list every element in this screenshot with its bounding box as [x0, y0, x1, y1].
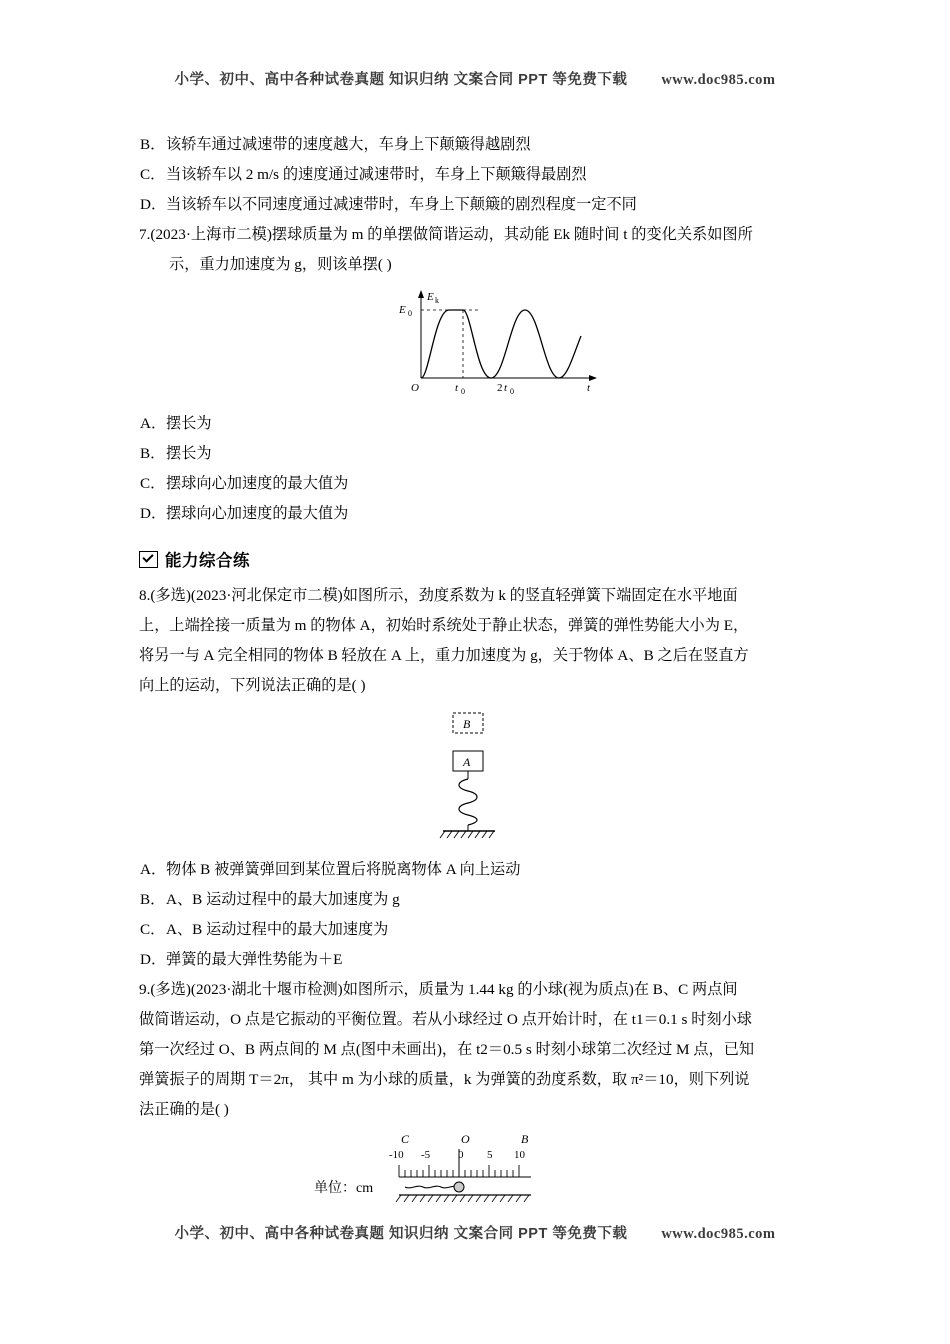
- option-text: 摆长为: [166, 415, 212, 432]
- option-label: C．: [140, 166, 166, 183]
- figure-ek-t-graph: [139, 286, 815, 401]
- option-text: 该轿车通过减速带的速度越大，车身上下颠簸得越剧烈: [166, 136, 531, 153]
- question-8-option-b: [139, 885, 815, 915]
- ek-t-graph-svg: [391, 286, 631, 398]
- figure-spring-block: [139, 709, 815, 849]
- question-9-line-5: 法正确的是( ): [139, 1101, 229, 1118]
- watermark-url: www.doc985.com: [661, 72, 776, 88]
- option-c-top: [139, 160, 815, 190]
- svg-text:5: 5: [487, 1149, 493, 1161]
- watermark-top: [0, 68, 950, 89]
- option-label: A．: [140, 861, 167, 878]
- question-9-line-2: 做简谐运动，O 点是它振动的平衡位置。若从小球经过 O 点开始计时，在 t1＝0.1 s 时刻小球: [139, 1011, 752, 1028]
- ruler-scale-svg: [339, 1131, 619, 1217]
- svg-text:t: t: [504, 382, 508, 394]
- svg-text:B: B: [521, 1132, 529, 1146]
- question-8-line-1: 8.(多选)(2023·河北保定市二模)如图所示，劲度系数为 k 的竖直轻弹簧下端固定在水平地面: [139, 587, 738, 604]
- option-d-top: [139, 190, 815, 220]
- figure-spring-canvas: [409, 709, 539, 845]
- svg-text:B: B: [463, 717, 471, 731]
- svg-text:0: 0: [461, 387, 465, 396]
- question-9-line-4: 弹簧振子的周期 T＝2π， 其中 m 为小球的质量，k 为弹簧的劲度系数，取 π²＝10，则下列说: [139, 1071, 750, 1088]
- svg-text:O: O: [461, 1132, 470, 1146]
- option-text: A、B 运动过程中的最大加速度为: [166, 921, 389, 938]
- option-label: B．: [140, 445, 166, 462]
- svg-text:t: t: [455, 382, 459, 394]
- svg-text:-5: -5: [421, 1149, 431, 1161]
- svg-text:E: E: [427, 291, 434, 303]
- ruler-unit-label: 单位：cm: [314, 1181, 374, 1196]
- check-box-icon: [139, 551, 158, 568]
- figure-ek-t-canvas: [391, 286, 631, 398]
- watermark-text: 小学、初中、高中各种试卷真题 知识归纳 文案合同 PPT 等免费下载: [174, 72, 628, 88]
- section-header: [139, 547, 815, 571]
- option-text: A、B 运动过程中的最大加速度为 g: [166, 891, 400, 908]
- section-title: 能力综合练: [165, 552, 250, 570]
- option-text: 摆球向心加速度的最大值为: [166, 475, 349, 492]
- svg-text:0: 0: [510, 387, 514, 396]
- option-text: 物体 B 被弹簧弹回到某位置后将脱离物体 A 向上运动: [166, 861, 521, 878]
- svg-text:E: E: [399, 304, 406, 316]
- svg-text:O: O: [411, 382, 419, 394]
- question-7-option-b: [139, 439, 815, 469]
- option-text: 摆球向心加速度的最大值为: [166, 505, 349, 522]
- option-text: 当该轿车以不同速度通过减速带时，车身上下颠簸的剧烈程度一定不同: [166, 196, 637, 213]
- option-text: 摆长为: [166, 445, 212, 462]
- option-b-top: [139, 130, 815, 160]
- question-7-option-a: [139, 409, 815, 439]
- figure-ruler-canvas: [339, 1131, 619, 1217]
- watermark-text: 小学、初中、高中各种试卷真题 知识归纳 文案合同 PPT 等免费下载: [174, 1226, 628, 1242]
- question-7-stem-line2: 示，重力加速度为 g，则该单摆( ): [169, 256, 392, 273]
- svg-text:0: 0: [408, 309, 412, 318]
- spring-block-svg: [409, 709, 539, 845]
- question-7-stem-line1: 7.(2023·上海市二模)摆球质量为 m 的单摆做简谐运动，其动能 Ek 随时间 t 的变化关系如图所: [139, 226, 753, 243]
- question-8-option-d: [139, 945, 815, 975]
- option-text: 弹簧的最大弹性势能为＋E: [166, 951, 343, 968]
- svg-text:10: 10: [514, 1149, 525, 1161]
- option-label: D．: [140, 505, 167, 522]
- question-7-option-d: [139, 499, 815, 529]
- question-8-option-a: [139, 855, 815, 885]
- option-label: A．: [140, 415, 167, 432]
- svg-text:0: 0: [458, 1149, 464, 1161]
- option-text: 当该轿车以 2 m/s 的速度通过减速带时，车身上下颠簸得最剧烈: [166, 166, 587, 183]
- svg-text:k: k: [435, 296, 439, 305]
- question-7-option-c: [139, 469, 815, 499]
- svg-text:A: A: [463, 755, 471, 769]
- option-label: B．: [140, 891, 166, 908]
- option-label: D．: [140, 196, 167, 213]
- svg-text:C: C: [401, 1132, 410, 1146]
- page-content: [139, 130, 815, 1219]
- option-label: C．: [140, 921, 166, 938]
- option-label: B．: [140, 136, 166, 153]
- watermark-url: www.doc985.com: [661, 1226, 776, 1242]
- question-8-line-2: 上，上端拴接一质量为 m 的物体 A，初始时系统处于静止状态，弹簧的弹性势能大小为 E，: [139, 617, 749, 634]
- question-8-line-3: 将另一与 A 完全相同的物体 B 轻放在 A 上，重力加速度为 g，关于物体 A、B 之后在竖直方: [139, 647, 749, 664]
- svg-text:t: t: [587, 382, 591, 394]
- question-8-line-4: 向上的运动，下列说法正确的是( ): [139, 677, 366, 694]
- question-9-line-1: 9.(多选)(2023·湖北十堰市检测)如图所示，质量为 1.44 kg 的小球(视为质点)在 B、C 两点间: [139, 981, 738, 998]
- option-label: C．: [140, 475, 166, 492]
- question-8-option-c: [139, 915, 815, 945]
- option-label: D．: [140, 951, 167, 968]
- question-9-line-3: 第一次经过 O、B 两点间的 M 点(图中未画出)，在 t2＝0.5 s 时刻小球第二次经过 M 点，已知: [139, 1041, 755, 1058]
- figure-ruler-scale: [139, 1131, 815, 1219]
- watermark-bottom: [0, 1222, 950, 1243]
- svg-text:-10: -10: [389, 1149, 404, 1161]
- svg-text:2: 2: [497, 382, 503, 394]
